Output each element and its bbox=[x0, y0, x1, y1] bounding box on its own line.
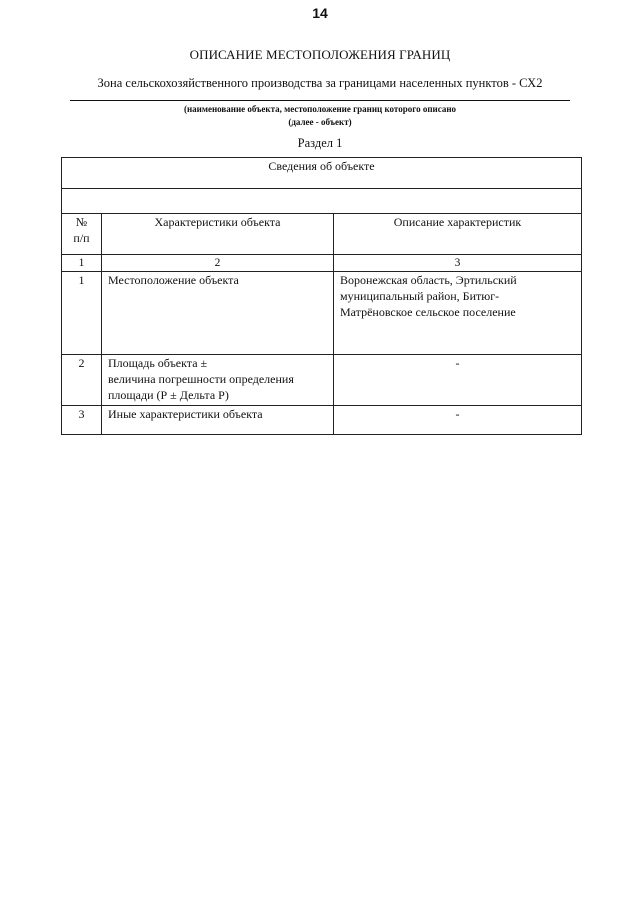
column-header-number-line-2: п/п bbox=[73, 231, 90, 245]
table-blank-cell bbox=[62, 189, 582, 214]
row-description: - bbox=[334, 406, 582, 435]
column-index-1: 1 bbox=[62, 255, 102, 272]
object-name-underline bbox=[70, 100, 570, 101]
description-line: Воронежская область, Эртильский bbox=[340, 273, 517, 287]
object-info-table bbox=[61, 157, 582, 435]
object-caption-line-1: (наименование объекта, местоположение границ которого описано bbox=[183, 104, 457, 114]
row-number: 1 bbox=[62, 272, 102, 355]
table-column-index-row bbox=[62, 255, 582, 272]
row-number: 3 bbox=[62, 406, 102, 435]
column-header-description: Описание характеристик bbox=[334, 214, 582, 255]
description-line: Матрёновское сельское поселение bbox=[340, 305, 516, 319]
row-number: 2 bbox=[62, 355, 102, 406]
object-name: Зона сельскохозяйственного производства за границами населенных пунктов - СХ2 bbox=[97, 76, 543, 90]
row-characteristic bbox=[102, 406, 334, 435]
characteristic-line: площади (Р ± Дельта Р) bbox=[108, 388, 229, 402]
column-header-number-line-1: № bbox=[75, 215, 88, 229]
section-label: Раздел 1 bbox=[297, 136, 343, 150]
column-index-2: 2 bbox=[102, 255, 334, 272]
characteristic-line: Местоположение объекта bbox=[108, 273, 239, 287]
object-name-caption bbox=[70, 103, 570, 129]
column-header-number bbox=[62, 214, 102, 255]
table-row bbox=[62, 272, 582, 355]
characteristic-line: величина погрешности определения bbox=[108, 372, 294, 386]
row-description: - bbox=[334, 355, 582, 406]
table-header: Сведения об объекте bbox=[62, 158, 582, 189]
row-characteristic bbox=[102, 355, 334, 406]
column-index-3: 3 bbox=[334, 255, 582, 272]
row-characteristic bbox=[102, 272, 334, 355]
table-row bbox=[62, 406, 582, 435]
description-line: муниципальный район, Битюг- bbox=[340, 289, 500, 303]
object-caption-line-2: (далее - объект) bbox=[288, 117, 352, 127]
table-header-row bbox=[62, 158, 582, 189]
table-blank-row bbox=[62, 189, 582, 214]
document-title: ОПИСАНИЕ МЕСТОПОЛОЖЕНИЯ ГРАНИЦ bbox=[189, 47, 451, 62]
table-row bbox=[62, 355, 582, 406]
page-number: 14 bbox=[312, 5, 328, 21]
table-column-header-row bbox=[62, 214, 582, 255]
column-header-characteristic: Характеристики объекта bbox=[102, 214, 334, 255]
characteristic-line: Площадь объекта ± bbox=[108, 356, 208, 370]
characteristic-line: Иные характеристики объекта bbox=[108, 407, 263, 421]
row-description bbox=[334, 272, 582, 355]
